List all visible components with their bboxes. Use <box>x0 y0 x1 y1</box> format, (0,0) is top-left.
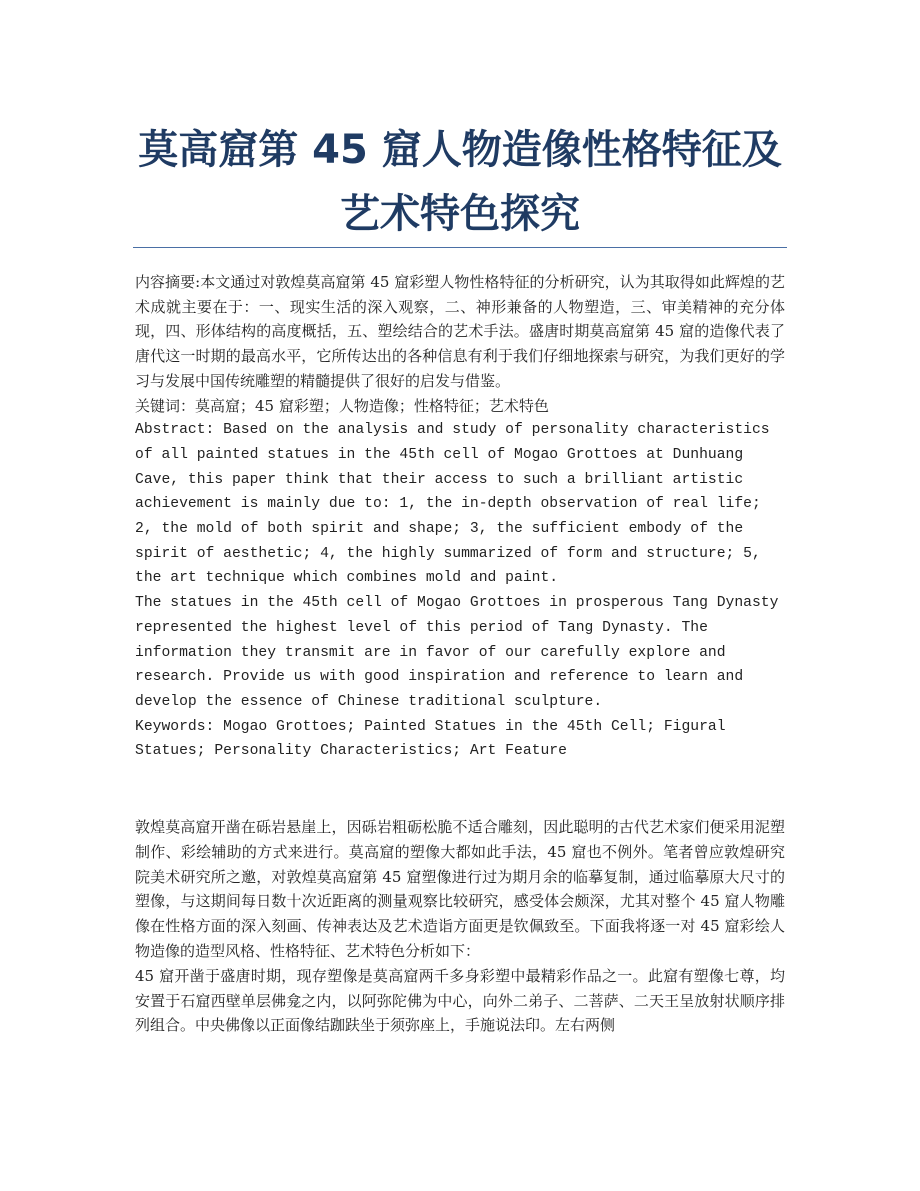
abstract-en: Abstract: Based on the analysis and study of personality characteristics of all painted statues in the 45th cell of Mogao Grottoes at Dunhuang Cave, this paper think that their access to such a brilliant artistic achievement is mainly due to: 1, the in-depth observation of real life; 2, the mold of both spirit and shape; 3, the sufficient embody of the spirit of aesthetic; 4, the highly summarized of form and structure; 5, the art technique which combines mold and paint. <box>135 422 770 587</box>
title-line-1: 莫高窟第 45 窟人物造像性格特征及 <box>138 127 782 173</box>
title-line-2: 艺术特色探究 <box>340 191 580 237</box>
keywords-en: Keywords: Mogao Grottoes; Painted Statues in the 45th Cell; Figural Statues; Personality Characteristics; Art Feature <box>135 718 726 760</box>
keywords-zh: 关键词：莫高窟；45 窟彩塑；人物造像；性格特征；艺术特色 <box>135 396 549 415</box>
page-title <box>60 118 860 246</box>
abstract-zh: 内容摘要:本文通过对敦煌莫高窟第 45 窟彩塑人物性格特征的分析研究，认为其取得如此辉煌的艺术成就主要在于：一、现实生活的深入观察，二、神形兼备的人物塑造，三、审美精神的充分体现，四、形体结构的高度概括，五、塑绘结合的艺术手法。盛唐时期莫高窟第 45 窟的造像代表了唐代这一时期的最高水平，它所传达出的各种信息有利于我们仔细地探索与研究，为我们更好的学习与发展中国传统雕塑的精髓提供了很好的启发与借鉴。 <box>135 273 785 390</box>
abstract-en-continued: The statues in the 45th cell of Mogao Grottoes in prosperous Tang Dynasty represented the highest level of this period of Tang Dynasty. The information they transmit are in favor of our carefully explore and research. Provide us with good inspiration and reference to learn and develop the essence of Chinese traditional sculpture. <box>135 595 779 710</box>
body-section <box>135 815 785 1038</box>
body-paragraph: 敦煌莫高窟开凿在砾岩悬崖上，因砾岩粗砺松脆不适合雕刻，因此聪明的古代艺术家们便采用泥塑制作、彩绘辅助的方式来进行。莫高窟的塑像大都如此手法，45 窟也不例外。笔者曾应敦煌研究院美术研究所之邀，对敦煌莫高窟第 45 窟塑像进行过为期月余的临摹复制，通过临摹原大尺寸的塑像，与这期间每日数十次近距离的测量观察比较研究，感受体会颇深，尤其对整个 45 窟人物雕像在性格方面的深入刻画、传神表达及艺术造诣方面更是钦佩致至。下面我将逐一对 45 窟彩绘人物造像的造型风格、性格特征、艺术特色分析如下： <box>135 818 785 960</box>
body-paragraph: 45 窟开凿于盛唐时期，现存塑像是莫高窟两千多身彩塑中最精彩作品之一。此窟有塑像七尊，均安置于石窟西壁单层佛龛之内，以阿弥陀佛为中心，向外二弟子、二菩萨、二天王呈放射状顺序排列组合。中央佛像以正面像结跏趺坐于须弥座上，手施说法印。左右两侧 <box>135 966 785 1035</box>
title-divider <box>133 247 787 248</box>
abstract-section <box>135 270 785 764</box>
